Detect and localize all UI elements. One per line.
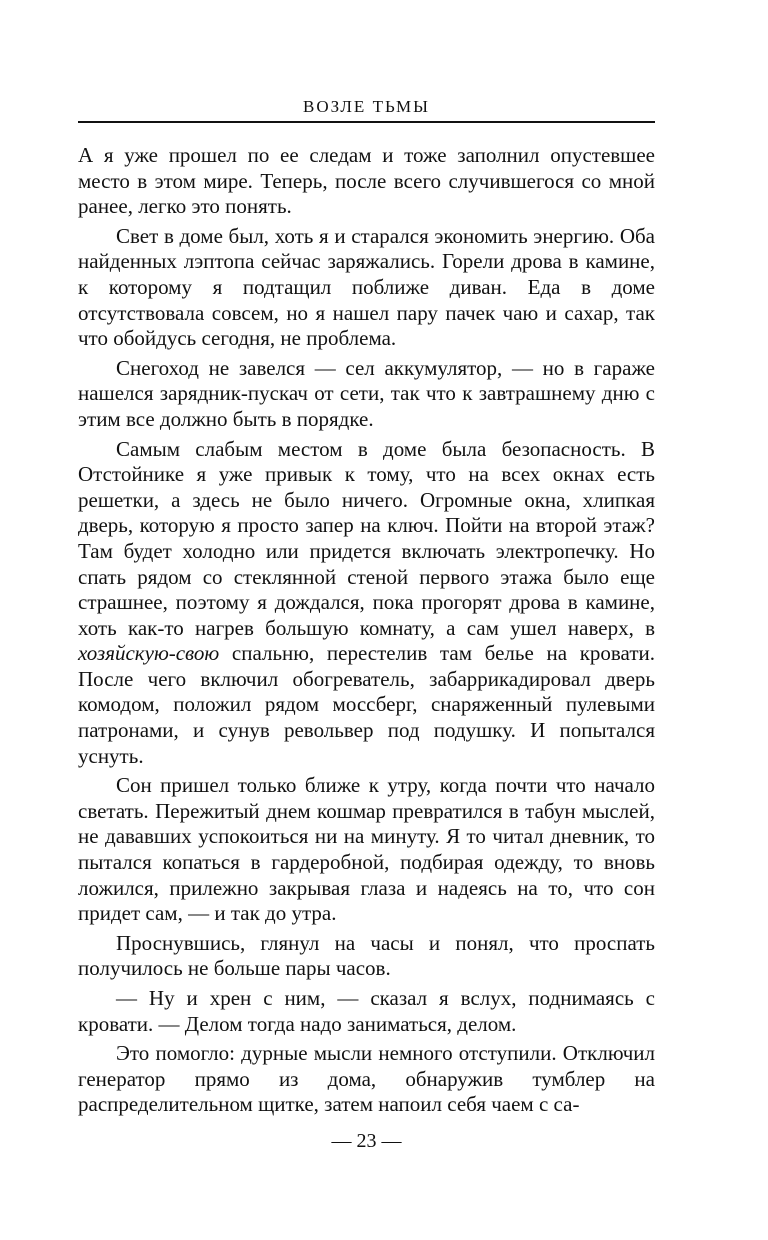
paragraph-text: Самым слабым местом в доме была безопасность. В Отстойнике я уже привык к тому, что на всех окнах есть решетки, а здесь не было ничего. Огромные окна, хлипкая дверь, которую я просто запер на ключ. Пойти на второй этаж? Там будет холодно или придется включать электропечку. Но спать рядом со стеклянной стеной первого этажа было еще страшнее, поэтому я дождался, пока прогорят дрова в камине, хоть как-то нагрев большую комнату, а сам ушел наверх, в: [78, 436, 655, 640]
paragraph: Это помогло: дурные мысли немного отступили. Отключил генератор прямо из дома, обнаружив тумблер на распределительном щитке, затем напоил себя чаем с са-: [78, 1041, 655, 1117]
paragraph: Проснувшись, глянул на часы и понял, что проспать получилось не больше пары часов.: [78, 930, 655, 981]
page-number: — 23 —: [331, 1130, 402, 1152]
running-header: ВОЗЛЕ ТЬМЫ: [303, 97, 430, 116]
paragraph: Свет в доме был, хоть я и старался экономить энергию. Оба найденных лэптопа сейчас заряжались. Горели дрова в камине, к которому я подтащил поближе диван. Еда в доме отсутствовала совсем, но я нашел пару пачек чаю и сахар, так что обойдусь сегодня, не проблема.: [78, 223, 655, 351]
paragraph-text: спальню, перестелив там белье на кровати. После чего включил обогреватель, забаррикадировал дверь комодом, положил рядом моссберг, снаряженный пулевыми патронами, и сунув револьвер под подушку. И попытался уснуть.: [78, 641, 655, 768]
header-rule: [78, 121, 655, 123]
paragraph: Снегоход не завелся — сел аккумулятор, — но в гараже нашелся зарядник-пускач от сети, так что к завтрашнему дню с этим все должно быть в порядке.: [78, 355, 655, 431]
paragraph: [78, 437, 655, 774]
paragraph: А я уже прошел по ее следам и тоже заполнил опустевшее место в этом мире. Теперь, после всего случившегося со мной ранее, легко это понять.: [78, 143, 655, 219]
paragraph: Сон пришел только ближе к утру, когда почти что начало светать. Пережитый днем кошмар превратился в табун мыслей, не дававших успокоиться ни на минуту. Я то читал дневник, то пытался копаться в гардеробной, подбирая одежду, то вновь ложился, прилежно закрывая глаза и надеясь на то, что сон придет сам, — и так до утра.: [78, 773, 655, 926]
page-body: [78, 143, 655, 1122]
italic-phrase: хозяйскую-свою: [78, 641, 220, 666]
paragraph: — Ну и хрен с ним, — сказал я вслух, поднимаясь с кровати. — Делом тогда надо заниматься, делом.: [78, 986, 655, 1036]
